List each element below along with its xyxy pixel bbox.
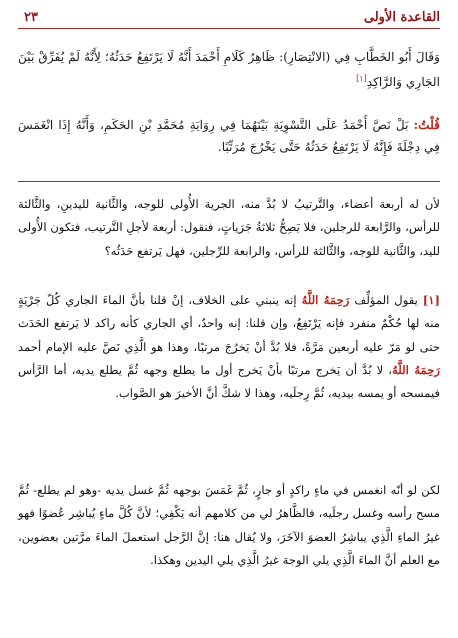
commentary-paragraph-2: [18, 289, 440, 405]
footnote-marker: [١]: [356, 74, 367, 83]
page-number: ٢٣: [24, 10, 38, 25]
chapter-title: القاعدة الأولى: [363, 10, 440, 25]
header-rule: [18, 28, 440, 29]
section-divider: [18, 181, 440, 182]
commentary-paragraph-3: [18, 479, 440, 572]
commentary-paragraph-1: [18, 193, 440, 263]
commentary-text-3: لكن لو أنّه انغمس في ماءٍ راكدٍ أو جارٍ، ثُمَّ غَمَسَ بوجهه ثُمَّ غسل يديه -وهو لم يطلع- ثُمَّ مسح رأسه وغسل رجلَيه، فالظَّاهرُ لي من كلامهم أنه يَكْفِي؛ لأنَّ كُلَّ ماءٍ يُباشِر عُضوًا فهو غيرُ الماءِ الَّذِي يباشِرُ العضوَ الآخَرَ، ولا يُقال هنا: إنَّ الرَّجل استعملَ الماءَ مرَّتين بعضوين، مع العلم أنَّ الماءَ الَّذِي يلي الوجهَ غيرُ الَّذِي يلي اليدين وهكذا.: [18, 483, 440, 567]
commentary-text-2a: يقول المؤلِّف: [354, 293, 418, 307]
quote-paragraph-2: [18, 114, 440, 158]
qultu-label: قُلْتُ:: [413, 118, 440, 132]
quote-text-2: بَلْ نَصَّ أَحْمَدُ عَلَى التَّسْوِيَةِ بَيْنَهُمَا فِي رِوَايَةِ مُحَمَّدِ بْنِ الحَكَمِ، وَأَنَّهُ إِذَا انْغَمَسَ فِي دِجْلَةَ فَإِنَّهُ لَا يَرْتَفِعُ حَدَثُهُ حَتَّى يَخْرُجَ مُرَتِّبًا.: [18, 118, 440, 154]
commentary-text-2c: ، لا بُدَّ أن يَخرج مرتبًا بأنْ يَخرج أول ما يطلع وجهه ثُمَّ يطلع يديه، أما الرَّأس فيمسحه أو يمسه بيديه، ثُمَّ رِجلَيه، وهذا لا شكَّ أنَّ الأخيرَ هو الصَّواب.: [18, 362, 440, 401]
honorific-2: رَحِمَهُ اللَّهُ: [392, 362, 441, 377]
commentary-text-1: لأن له أربعة أعضاء، والتَّرتيبُ لا بُدَّ منه، الجرية الأُولى للوجه، والثَّانية لليدينِ، والثَّالثة للرأس، والرَّابعة للرجلين، فلا يَصِحُّ ثلاثةُ جَرَياتٍ، فنقول: أربعة لأجلِ التَّرتيب، فتكون الأُولى لليد، والثَّانية للوجه، والثَّالثة للرأس، والرابعة للرِّجلين، فهل يَرتفع حَدَثُه؟: [18, 197, 440, 258]
quote-text-1: وَقَالَ أَبُو الخَطَّابِ فِي (الانْتِصَارِ): ظَاهِرُ كَلَامِ أَحْمَدَ أَنَّهُ لَا يَرْتَفِعُ حَدَثُهُ؛ لِأَنَّهُ لَمْ يُفَرِّقْ بَيْنَ الجَارِي وَالرَّاكِدِ: [18, 50, 440, 90]
commentary-text-2b: إنه ينبني على الخلاف، إنْ قلنا بأنَّ الماءَ الجاري كُلّ جَرْيَةٍ منه لها حُكْمٌ منفرد فإنه يَرْتَفِعُ، وإن قلنا: إنه واحدٌ، أي الجاري كأنه راكد لا يَرتفع الحَدَث حتى لو مَرّ عليه أربعين مَرَّةً، فلا بُدَّ أنْ يَخرُجَ مرتبًا، وهذا هو الَّذِي نَصَّ عليه الإمام أحمد: [18, 293, 440, 354]
quote-paragraph-1: [18, 46, 440, 93]
note-marker: [١]: [422, 293, 441, 307]
running-header: [18, 8, 440, 30]
honorific-1: رَحِمَهُ اللَّهُ: [301, 293, 350, 307]
